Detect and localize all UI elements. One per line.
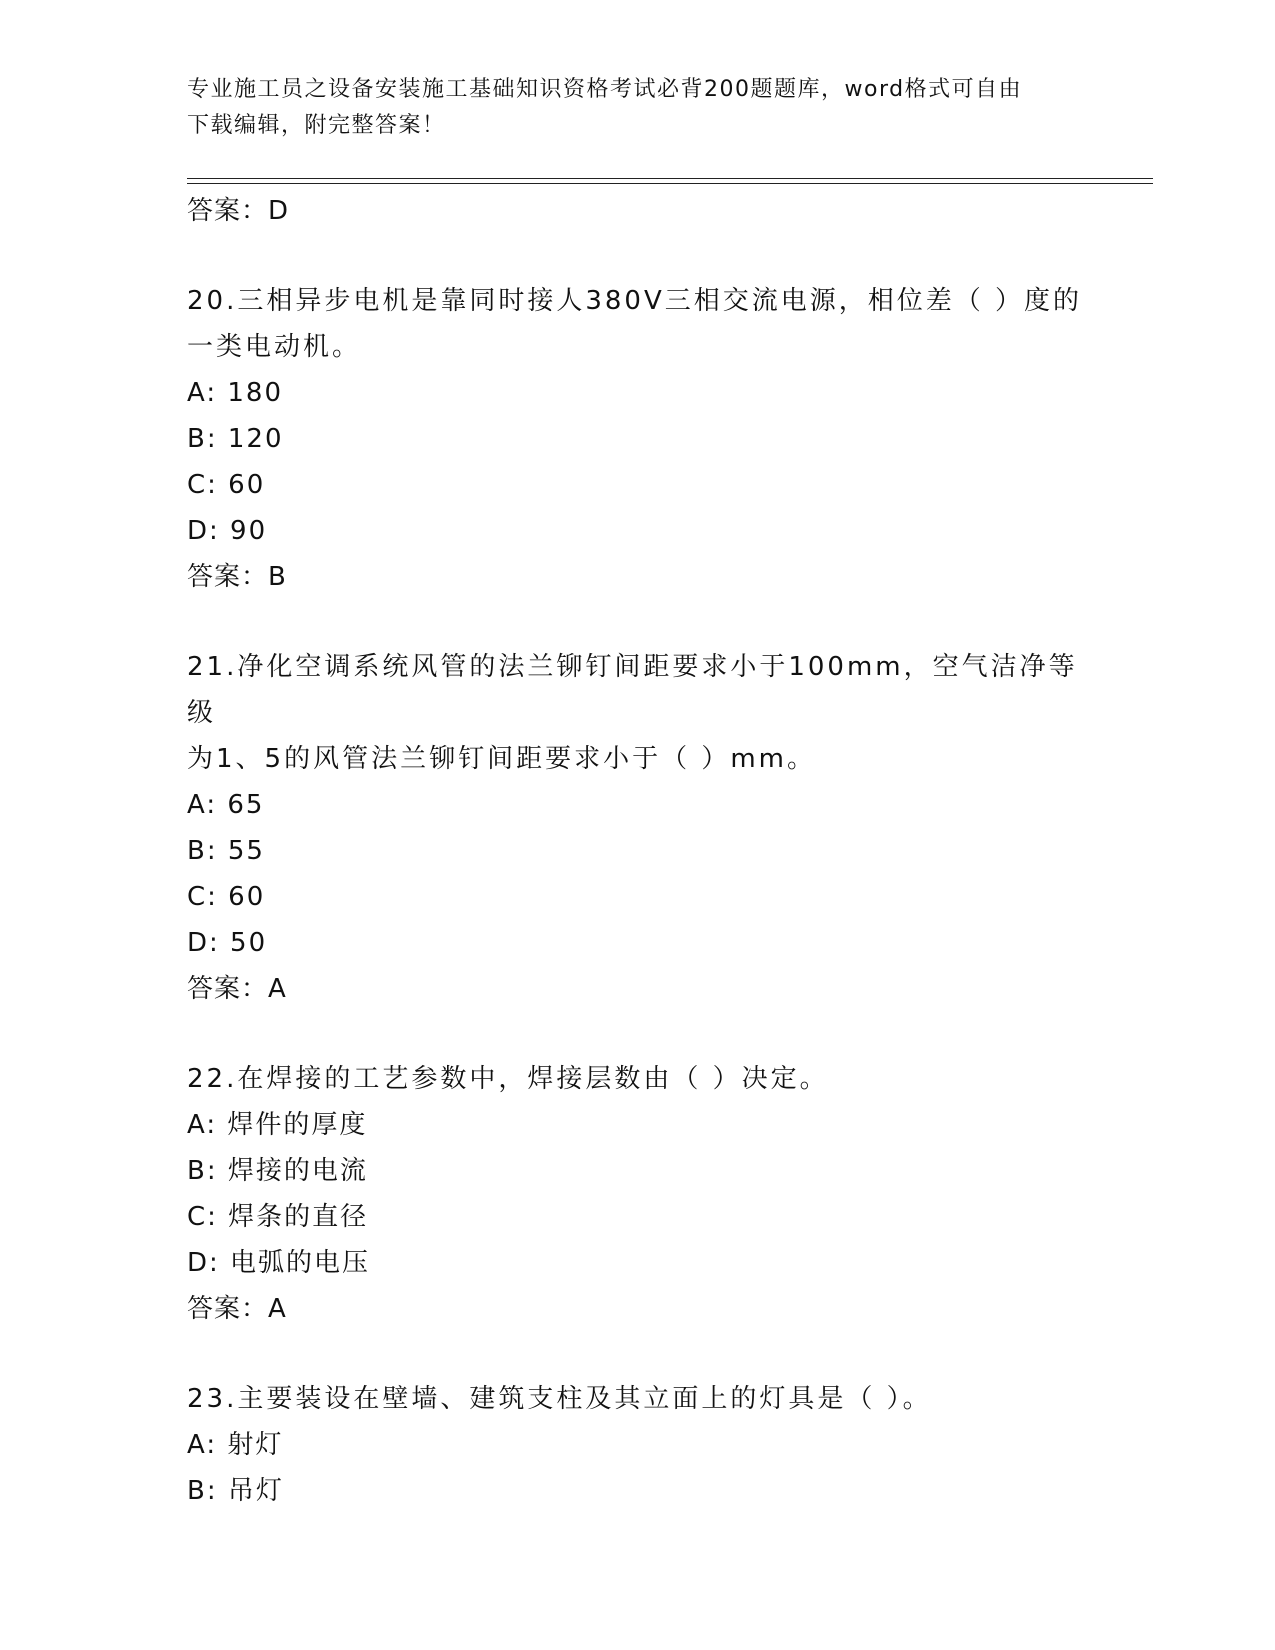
question-stem-line: 为1、5的风管法兰铆钉间距要求小于（ ）mm。 bbox=[187, 744, 817, 774]
spacer bbox=[187, 1012, 1087, 1056]
option-b: B: 55 bbox=[187, 836, 265, 866]
option-b: B: 吊灯 bbox=[187, 1476, 284, 1506]
header-rule-top bbox=[187, 178, 1153, 179]
option-a: A: 射灯 bbox=[187, 1430, 284, 1460]
header-line-2: 下载编辑，附完整答案！ bbox=[187, 113, 446, 138]
question-stem-line: 22.在焊接的工艺参数中，焊接层数由（ ）决定。 bbox=[187, 1064, 829, 1094]
option-a: A: 焊件的厚度 bbox=[187, 1110, 368, 1140]
answer: 答案：A bbox=[187, 1294, 287, 1324]
previous-answer: 答案：D bbox=[187, 196, 290, 226]
spacer bbox=[187, 1332, 1087, 1376]
question-20 bbox=[187, 278, 1087, 600]
option-c: C: 60 bbox=[187, 470, 266, 500]
option-a: A: 180 bbox=[187, 378, 283, 408]
answer: 答案：A bbox=[187, 974, 287, 1004]
document-body bbox=[187, 188, 1087, 1514]
option-b: B: 焊接的电流 bbox=[187, 1156, 368, 1186]
question-stem-line: 一类电动机。 bbox=[187, 332, 362, 362]
option-d: D: 电弧的电压 bbox=[187, 1248, 371, 1278]
header-line-1: 专业施工员之设备安装施工基础知识资格考试必背200题题库，word格式可自由 bbox=[187, 77, 1023, 102]
option-d: D: 90 bbox=[187, 516, 268, 546]
document-header bbox=[187, 72, 1067, 144]
question-23 bbox=[187, 1376, 1087, 1514]
option-d: D: 50 bbox=[187, 928, 268, 958]
option-a: A: 65 bbox=[187, 790, 265, 820]
option-c: C: 焊条的直径 bbox=[187, 1202, 369, 1232]
question-stem-line: 23.主要装设在壁墙、建筑支柱及其立面上的灯具是（ ）。 bbox=[187, 1384, 932, 1414]
spacer bbox=[187, 234, 1087, 278]
question-stem-line: 21.净化空调系统风管的法兰铆钉间距要求小于100mm，空气洁净等级 bbox=[187, 652, 1078, 728]
option-b: B: 120 bbox=[187, 424, 284, 454]
question-stem-line: 20.三相异步电机是靠同时接人380V三相交流电源，相位差（ ）度的 bbox=[187, 286, 1083, 316]
spacer bbox=[187, 600, 1087, 644]
option-c: C: 60 bbox=[187, 882, 266, 912]
answer: 答案：B bbox=[187, 562, 287, 592]
header-rule-bottom bbox=[187, 183, 1153, 184]
question-21 bbox=[187, 644, 1087, 1012]
question-22 bbox=[187, 1056, 1087, 1332]
